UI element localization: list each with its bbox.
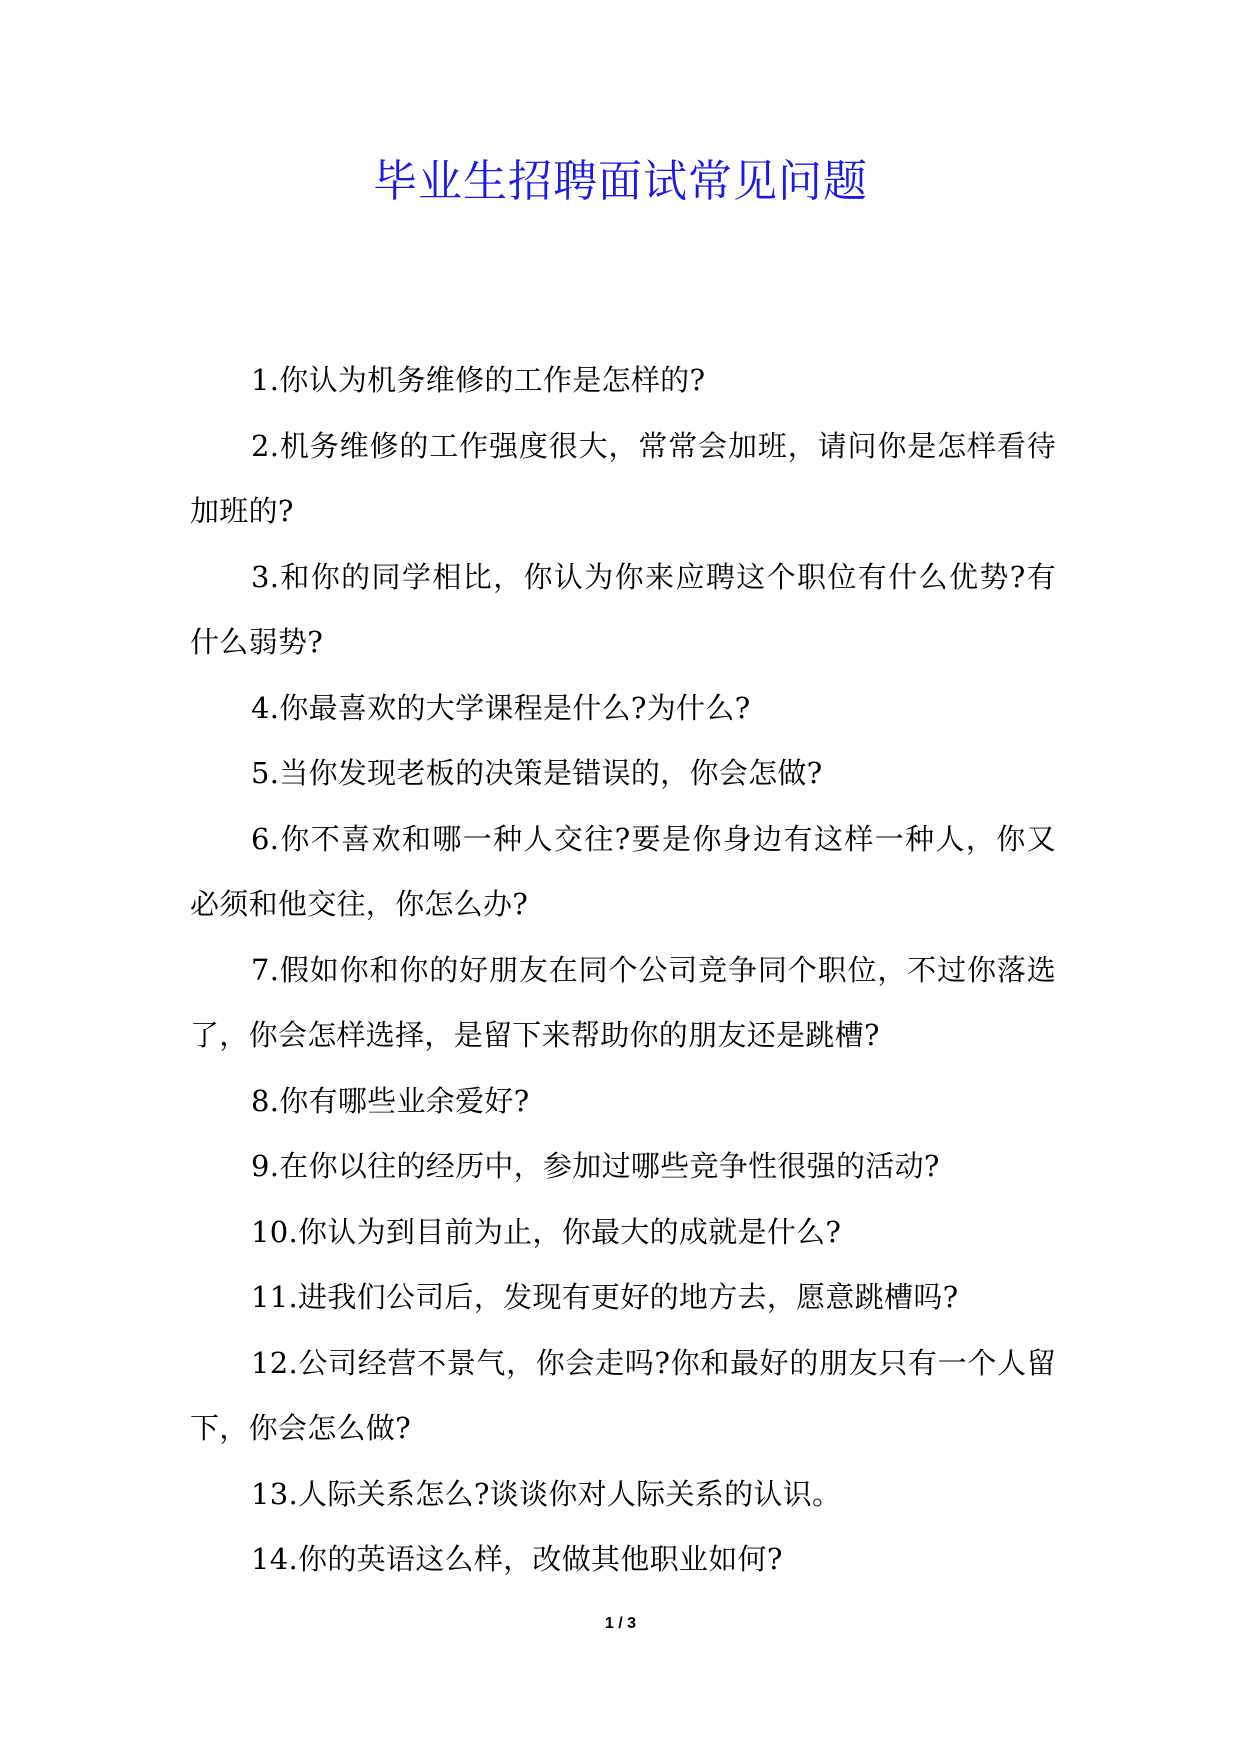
document-title: 毕业生招聘面试常见问题 xyxy=(373,156,868,207)
page-number: 1 / 3 xyxy=(604,1615,637,1632)
question-item: 6.你不喜欢和哪一种人交往?要是你身边有这样一种人，你又必须和他交往，你怎么办? xyxy=(190,821,1056,921)
question-item: 4.你最喜欢的大学课程是什么?为什么? xyxy=(251,690,751,725)
question-item: 8.你有哪些业余爱好? xyxy=(251,1083,530,1118)
question-item: 2.机务维修的工作强度很大，常常会加班，请问你是怎样看待加班的? xyxy=(190,428,1056,528)
question-item: 12.公司经营不景气，你会走吗?你和最好的朋友只有一个人留下，你会怎么做? xyxy=(190,1345,1056,1445)
question-item: 5.当你发现老板的决策是错误的，你会怎做? xyxy=(251,756,823,790)
question-item: 9.在你以往的经历中，参加过哪些竞争性很强的活动? xyxy=(251,1149,940,1183)
question-item: 11.进我们公司后，发现有更好的地方去，愿意跳槽吗? xyxy=(251,1280,959,1314)
question-item: 14.你的英语这么样，改做其他职业如何? xyxy=(251,1542,783,1576)
question-item: 1.你认为机务维修的工作是怎样的? xyxy=(251,363,706,397)
question-item: 10.你认为到目前为止，你最大的成就是什么? xyxy=(251,1214,842,1249)
question-item: 13.人际关系怎么?谈谈你对人际关系的认识。 xyxy=(251,1476,842,1511)
question-item: 3.和你的同学相比，你认为你来应聘这个职位有什么优势?有什么弱势? xyxy=(190,559,1056,659)
question-list xyxy=(190,348,1056,1593)
question-item: 7.假如你和你的好朋友在同个公司竞争同个职位，不过你落选了，你会怎样选择，是留下来帮助你的朋友还是跳槽? xyxy=(190,952,1056,1052)
